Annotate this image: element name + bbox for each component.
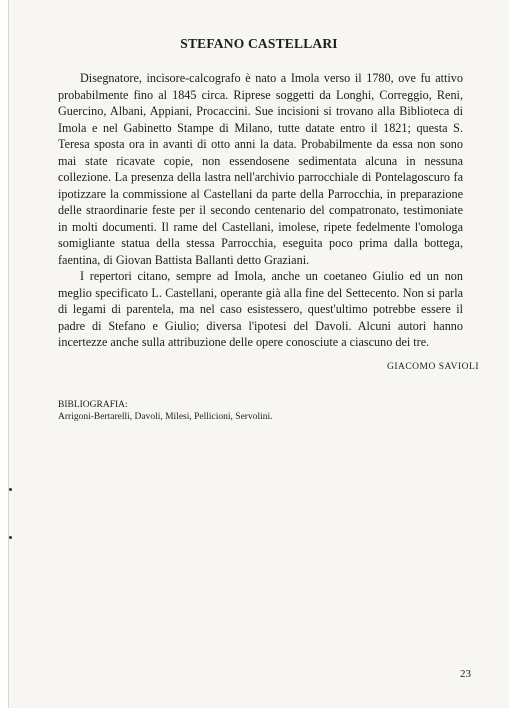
bibliography — [58, 400, 273, 423]
document-page — [8, 0, 509, 708]
page-number: 23 — [460, 668, 471, 680]
paragraph-2: I repertori citano, sempre ad Imola, anche un coetaneo Giulio ed un non meglio specificato L. Castellani, operante già alla fine del Settecento. Non si parla di legami di parentela, ma nel caso esistessero, quest'ultimo potrebbe essere il padre di Stefano e Giulio; diversa l'ipotesi del Davoli. Alcuni autori hanno incertezze anche sulla attribuzione delle opere conosciute a ciascuno dei tre. — [58, 269, 463, 349]
bibliography-heading: BIBLIOGRAFIA: — [58, 400, 128, 410]
article-body — [58, 70, 463, 351]
author-signature: GIACOMO SAVIOLI — [386, 362, 479, 372]
article-title: STEFANO CASTELLARI — [180, 36, 338, 51]
bibliography-entries: Arrigoni-Bertarelli, Davoli, Milesi, Pellicioni, Servolini. — [58, 411, 273, 422]
paragraph-1: Disegnatore, incisore-calcografo è nato a Imola verso il 1780, ove fu attivo probabilmente fino al 1845 circa. Riprese soggetti da Longhi, Correggio, Reni, Guercino, Albani, Appiani, Procaccini. Sue incisioni si trovano alla Biblioteca di Imola e nel Gabinetto Stampe di Milano, tutte datate entro il 1821; questa S. Teresa sposta ora in avanti di otto anni la data. Probabilmente da essa non sono mai state ricavate copie, non essendosene sedimentata alcuna in nessuna collezione. La presenza della lastra nell'archivio parrocchiale di Pontelagoscuro fa ipotizzare la commissione al Castellani da parte della Parrocchia, in preparazione delle straordinarie feste per il secondo centenario del compatronato, testimoniate in molti documenti. Il rame del Castellani, imolese, ripete fedelmente l'omologa somigliante statua della stessa Parrocchia, eseguita poco prima dalla bottega, faentina, di Giovan Battista Ballanti detto Graziani. — [58, 71, 463, 267]
binding-hole-mark — [9, 488, 12, 491]
binding-hole-mark — [9, 536, 12, 539]
